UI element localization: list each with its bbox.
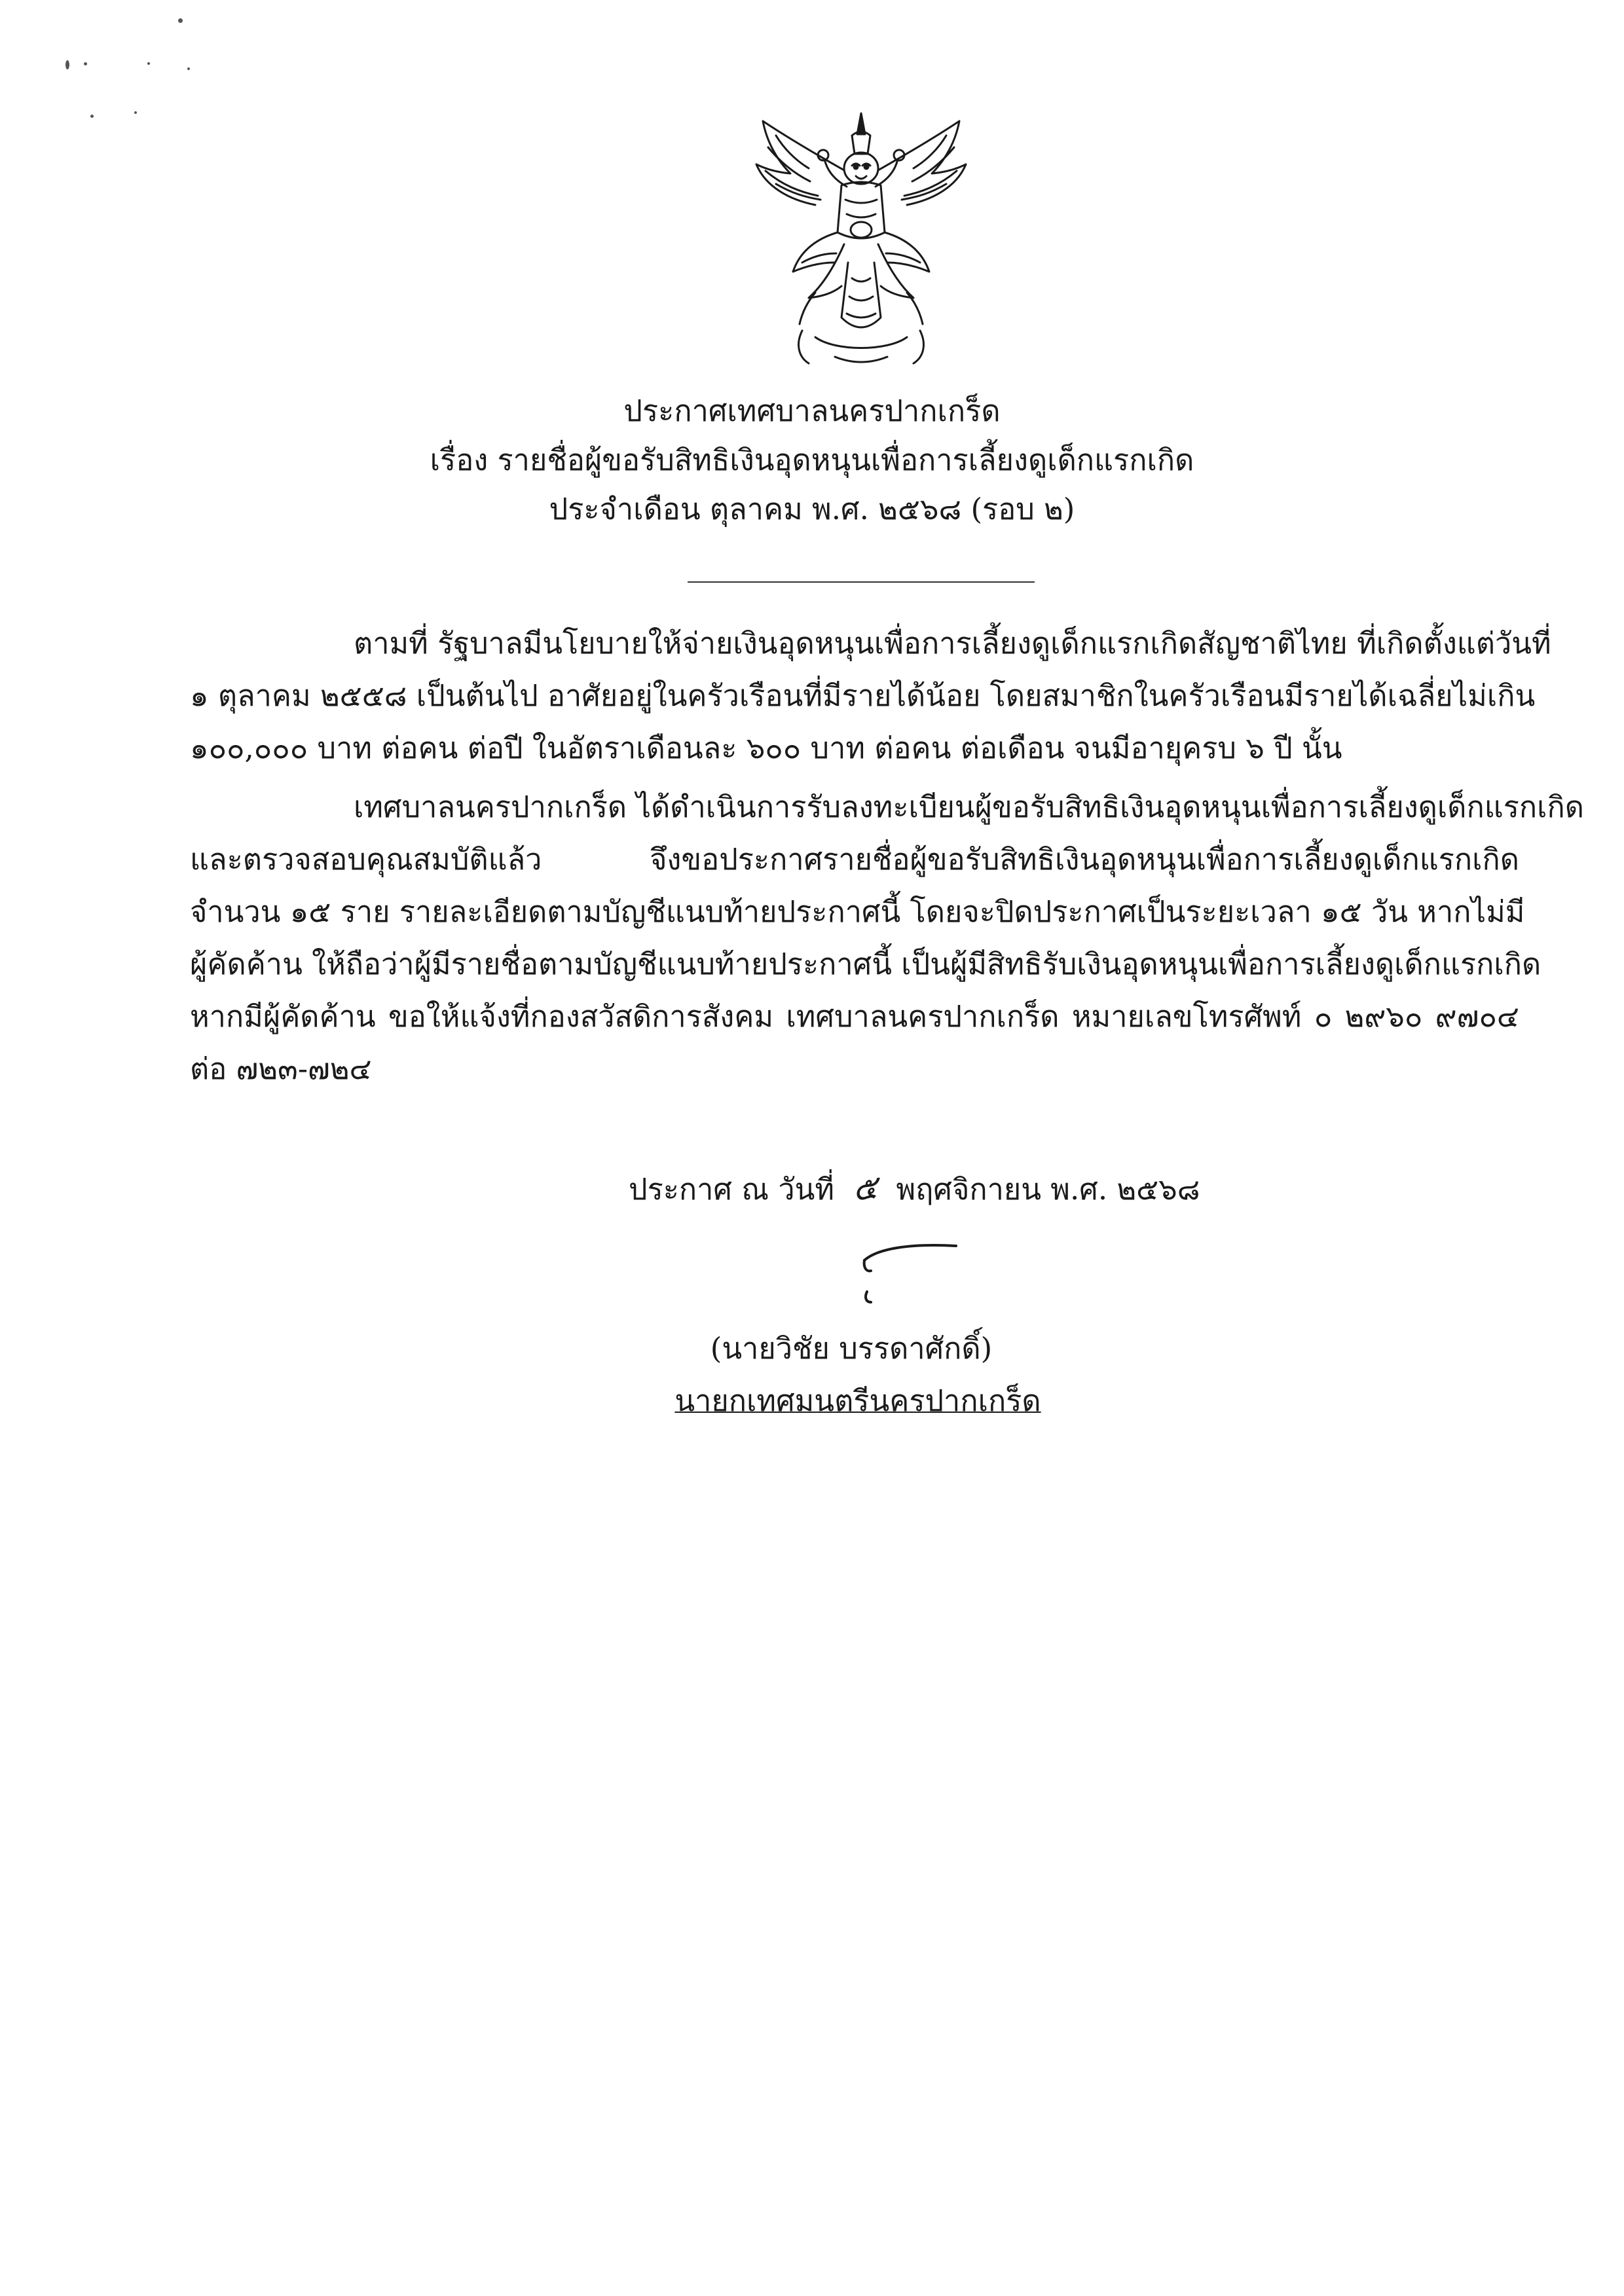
garuda-emblem-icon	[737, 108, 986, 370]
paragraph-2-line: จำนวน ๑๕ ราย รายละเอียดตามบัญชีแนบท้ายประกาศนี้ โดยจะปิดประกาศเป็นระยะเวลา ๑๕ วัน หากไม่มี	[190, 894, 1525, 929]
signer-position-text: นายกเทศมนตรีนครปากเกร็ด	[674, 1383, 1041, 1418]
header-divider	[688, 581, 1035, 583]
paragraph-2-line: ต่อ ๗๒๓-๗๒๔	[190, 1051, 372, 1086]
scan-speck	[84, 62, 87, 65]
scan-speck	[178, 18, 183, 23]
paragraph-1-line: ๑ ตุลาคม ๒๕๕๘ เป็นต้นไป อาศัยอยู่ในครัวเรือนที่มีรายได้น้อย โดยสมาชิกในครัวเรือนมีรายได้เฉลี่ยไม่เกิน	[190, 678, 1536, 713]
paragraph-2-line: ผู้คัดค้าน ให้ถือว่าผู้มีรายชื่อตามบัญชีแนบท้ายประกาศนี้ เป็นผู้มีสิทธิรับเงินอุดหนุนเพื่อการเลี้ยงดูเด็กแรกเกิด	[190, 947, 1541, 981]
announcement-subject	[0, 435, 1624, 484]
signer-name: (นายวิชัย บรรดาศักดิ์)	[710, 1331, 993, 1366]
scan-speck	[147, 62, 150, 65]
scan-speck	[65, 60, 69, 69]
paragraph-1-line: ๑๐๐,๐๐๐ บาท ต่อคน ต่อปี ในอัตราเดือนละ ๖๐๐ บาท ต่อคน ต่อเดือน จนมีอายุครบ ๖ ปี นั้น	[190, 731, 1342, 765]
title-line: ประกาศเทศบาลนครปากเกร็ด	[623, 393, 1001, 428]
paragraph-1-line: ตามที่ รัฐบาลมีนโยบายให้จ่ายเงินอุดหนุนเพื่อการเลี้ยงดูเด็กแรกเกิดสัญชาติไทย ที่เกิดตั้งแต่วันที่	[354, 626, 1551, 661]
date-prefix: ประกาศ ณ วันที่	[629, 1172, 835, 1207]
date-suffix: พฤศจิกายน พ.ศ. ๒๕๖๘	[896, 1172, 1200, 1207]
scan-speck	[90, 115, 94, 118]
scan-speck	[134, 111, 137, 114]
paragraph-2-line: เทศบาลนครปากเกร็ด ได้ดำเนินการรับลงทะเบียนผู้ขอรับสิทธิเงินอุดหนุนเพื่อการเลี้ยงดูเด็กแรกเกิด	[354, 790, 1585, 824]
announcement-date	[629, 1169, 1200, 1209]
announcement-period	[0, 484, 1624, 534]
signer-position	[0, 1381, 1624, 1421]
date-day-handwritten: ๕	[851, 1168, 880, 1209]
paragraph-2-line: และตรวจสอบคุณสมบัติแล้ว จึงขอประกาศรายชื่อผู้ขอรับสิทธิเงินอุดหนุนเพื่อการเลี้ยงดูเด็กแรกเกิด	[190, 842, 1519, 877]
subject-line: เรื่อง รายชื่อผู้ขอรับสิทธิเงินอุดหนุนเพื่อการเลี้ยงดูเด็กแรกเกิด	[430, 443, 1194, 477]
period-line: ประจำเดือน ตุลาคม พ.ศ. ๒๕๖๘ (รอบ ๒)	[549, 492, 1075, 526]
paragraph-2-line: หากมีผู้คัดค้าน ขอให้แจ้งที่กองสวัสดิการสังคม เทศบาลนครปากเกร็ด หมายเลขโทรศัพท์ ๐ ๒๙๖๐ ๙๗๐๔	[190, 999, 1519, 1034]
handwritten-signature	[851, 1234, 976, 1306]
announcement-title	[0, 386, 1624, 435]
scan-speck	[187, 67, 190, 70]
